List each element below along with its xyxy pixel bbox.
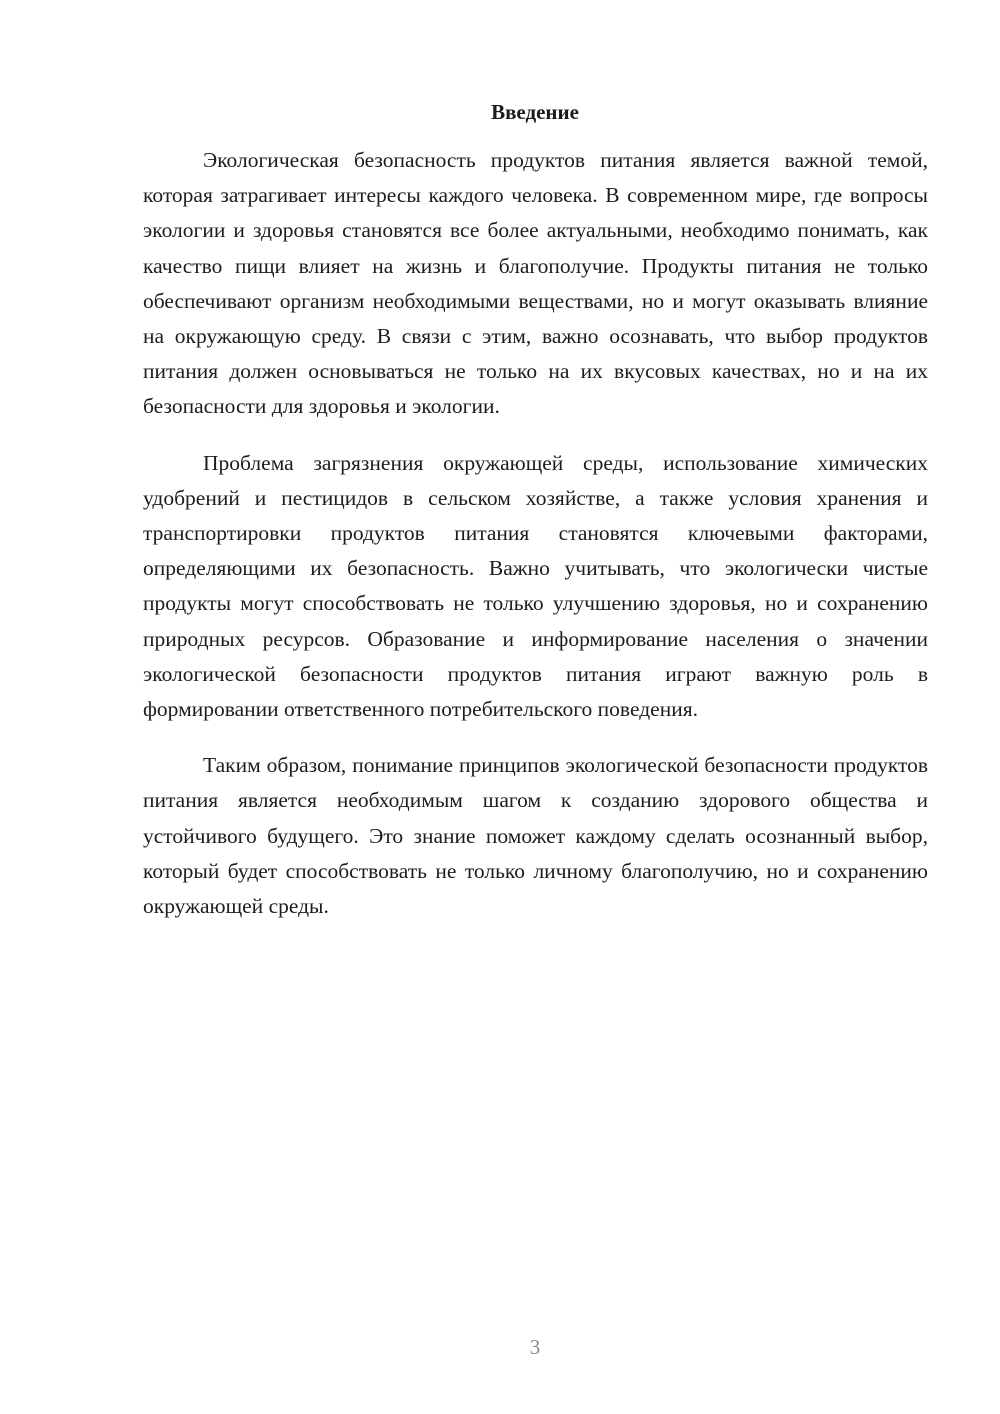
page-number: 3 [529, 1335, 541, 1359]
paragraph-3: Таким образом, понимание принципов экологической безопасности продуктов питания является необходимым шагом к созданию здорового общества и устойчивого будущего. Это знание поможет каждому сделать осознанный выбор, который будет способствовать не только личному благополучию, но и сохранению окружающей среды. [143, 753, 928, 919]
paragraph-1: Экологическая безопасность продуктов питания является важной темой, которая затрагивает интересы каждого человека. В современном мире, где вопросы экологии и здоровья становятся все более актуальными, необходимо понимать, как качество пищи влияет на жизнь и благополучие. Продукты питания не только обеспечивают организм необходимыми веществами, но и могут оказывать влияние на окружающую среду. В связи с этим, важно осознавать, что выбор продуктов питания должен основываться не только на их вкусовых качествах, но и на их безопасности для здоровья и экологии. [143, 148, 928, 419]
body-text [143, 143, 928, 924]
paragraph-2: Проблема загрязнения окружающей среды, использование химических удобрений и пестицидов в сельском хозяйстве, а также условия хранения и транспортировки продуктов питания становятся ключевыми факторами, определяющими их безопасность. Важно учитывать, что экологически чистые продукты могут способствовать не только улучшению здоровья, но и сохранению природных ресурсов. Образование и информирование населения о значении экологической безопасности продуктов питания играют важную роль в формировании ответственного потребительского поведения. [143, 450, 928, 722]
section-heading: Введение [491, 100, 579, 124]
